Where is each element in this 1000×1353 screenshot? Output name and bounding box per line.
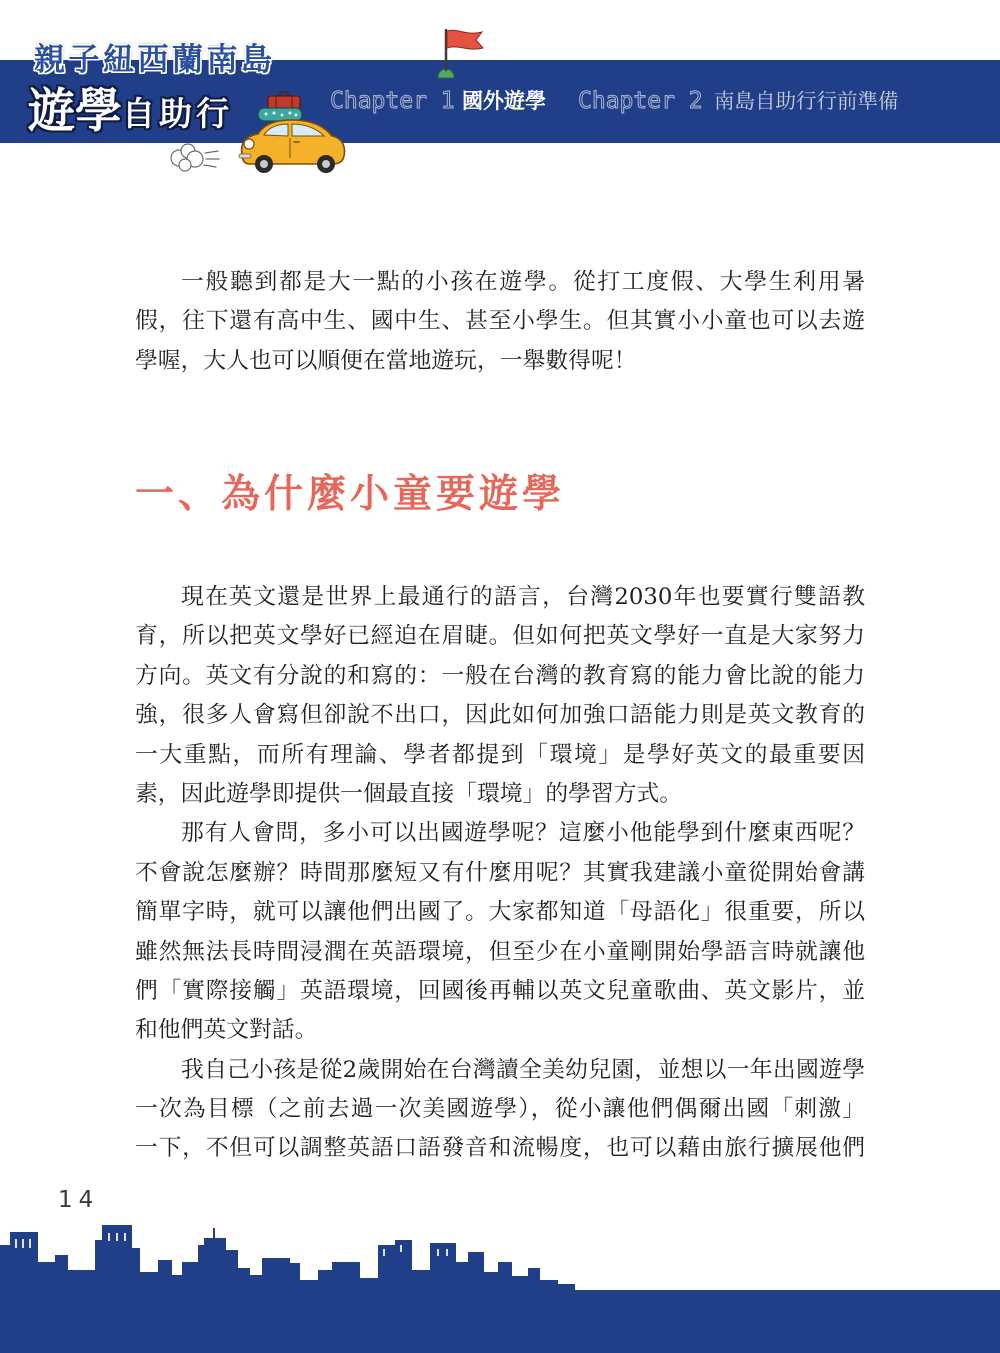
paragraph (135, 578, 865, 814)
text-line: 和他們英文對話。 (135, 1017, 318, 1044)
paragraph (135, 814, 865, 1050)
text-line: 們「實際接觸」英語環境，回國後再輔以英文兒童歌曲、英文影片，並 (135, 977, 865, 1004)
flag-icon (436, 26, 488, 82)
text-line: 強，很多人會寫但卻說不出口，因此如何加強口語能力則是英文教育的 (135, 702, 865, 729)
text-line: 一次為目標（之前去過一次美國遊學），從小讓他們偶爾出國「刺激」 (135, 1096, 865, 1123)
page-number: 14 (58, 1187, 100, 1213)
book-title-big: 遊學 (28, 84, 122, 139)
text-line: 學喔，大人也可以順便在當地遊玩，一舉數得呢！ (135, 347, 637, 374)
book-title-line1: 親子紐西蘭南島 (34, 42, 276, 78)
text-line: 一大重點，而所有理論、學者都提到「環境」是學好英文的最重要因 (135, 741, 865, 768)
text-line: 那有人會問，多小可以出國遊學呢？這麼小他能學到什麼東西呢？ (181, 820, 865, 847)
body-text (135, 578, 865, 1169)
text-line: 方向。英文有分說的和寫的：一般在台灣的教育寫的能力會比說的能力 (135, 662, 865, 689)
text-line: 不會說怎麼辦？時間那麼短又有什麼用呢？其實我建議小童從開始會講 (135, 859, 865, 886)
section-heading: 一、為什麼小童要遊學 (135, 472, 566, 517)
paragraph (135, 1051, 865, 1169)
text-line: 一般聽到都是大一點的小孩在遊學。從打工度假、大學生利用暑 (181, 269, 865, 295)
chapter-1-label: Chapter 1 (330, 88, 455, 114)
text-line: 雖然無法長時間浸潤在英語環境，但至少在小童剛開始學語言時就讓他 (135, 938, 865, 965)
city-skyline (0, 1215, 1000, 1353)
chapter-2-label: Chapter 2 (578, 88, 703, 114)
text-line: 我自己小孩是從2歲開始在台灣讀全美幼兒園，並想以一年出國遊學 (181, 1056, 865, 1083)
chapter-2-title: 南島自助行行前準備 (714, 89, 899, 113)
chapter-1-title: 國外遊學 (462, 89, 546, 113)
intro-paragraph (135, 263, 865, 381)
text-line: 素，因此遊學即提供一個最直接「環境」的學習方式。 (135, 780, 683, 807)
book-title-small: 自助行 (122, 94, 233, 133)
text-line: 簡單字時，就可以讓他們出國了。大家都知道「母語化」很重要，所以 (135, 899, 865, 926)
text-line: 現在英文還是世界上最通行的語言，台灣2030年也要實行雙語教 (181, 584, 865, 610)
text-line: 假，往下還有高中生、國中生、甚至小學生。但其實小小童也可以去遊 (135, 308, 865, 335)
text-line: 育，所以把英文學好已經迫在眉睫。但如何把英文學好一直是大家努力 (135, 623, 865, 650)
text-line: 一下，不但可以調整英語口語發音和流暢度，也可以藉由旅行擴展他們 (135, 1135, 865, 1162)
smoke-puff-icon (166, 140, 220, 174)
